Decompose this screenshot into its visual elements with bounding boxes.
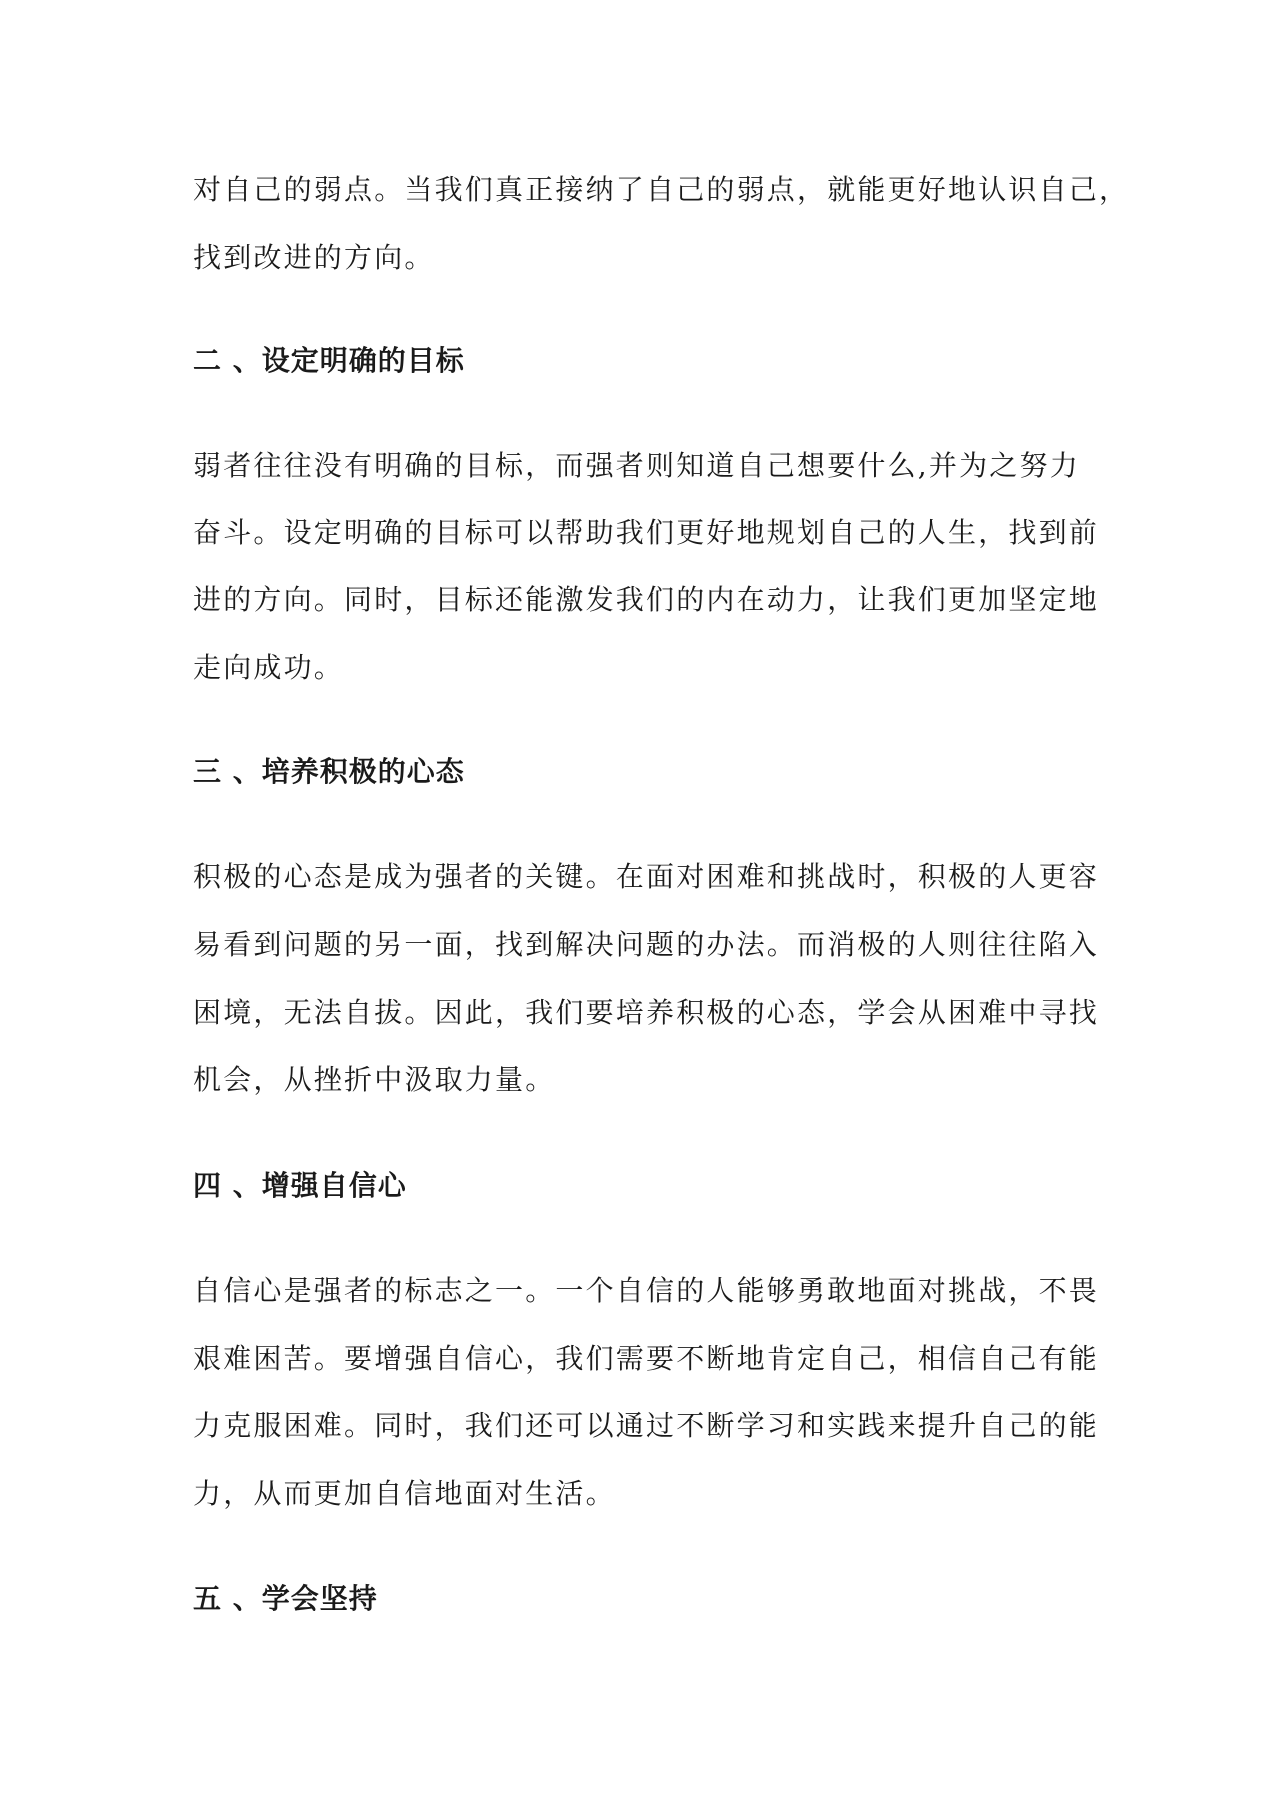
- paragraph-line: 力克服困难。同时，我们还可以通过不断学习和实践来提升自己的能: [193, 1409, 1100, 1442]
- paragraph-line: 积极的心态是成为强者的关键。在面对困难和挑战时，积极的人更容: [193, 860, 1100, 893]
- paragraph-line: 对自己的弱点。当我们真正接纳了自己的弱点，就能更好地认识自己，: [193, 173, 1130, 206]
- section-heading: 四 、增强自信心: [193, 1169, 407, 1202]
- paragraph-line: 易看到问题的另一面，找到解决问题的办法。而消极的人则往往陷入: [193, 928, 1100, 961]
- paragraph-line: 机会，从挫折中汲取力量。: [193, 1063, 556, 1096]
- paragraph-line: 力，从而更加自信地面对生活。: [193, 1477, 616, 1510]
- paragraph-line: 进的方向。同时，目标还能激发我们的内在动力，让我们更加坚定地: [193, 583, 1100, 616]
- paragraph-line: 艰难困苦。要增强自信心，我们需要不断地肯定自己，相信自己有能: [193, 1342, 1100, 1375]
- section-heading: 三 、培养积极的心态: [193, 755, 465, 788]
- paragraph-line: 自信心是强者的标志之一。一个自信的人能够勇敢地面对挑战，不畏: [193, 1274, 1100, 1307]
- paragraph-line: 困境，无法自拔。因此，我们要培养积极的心态，学会从困难中寻找: [193, 996, 1100, 1029]
- section-heading: 五 、学会坚持: [193, 1582, 378, 1615]
- paragraph-line: 找到改进的方向。: [193, 241, 435, 274]
- paragraph-line: 走向成功。: [193, 651, 345, 684]
- section-heading: 二 、设定明确的目标: [193, 344, 465, 377]
- paragraph-line: 奋斗。设定明确的目标可以帮助我们更好地规划自己的人生，找到前: [193, 516, 1100, 549]
- paragraph-line: 弱者往往没有明确的目标，而强者则知道自己想要什么,并为之努力: [193, 449, 1080, 482]
